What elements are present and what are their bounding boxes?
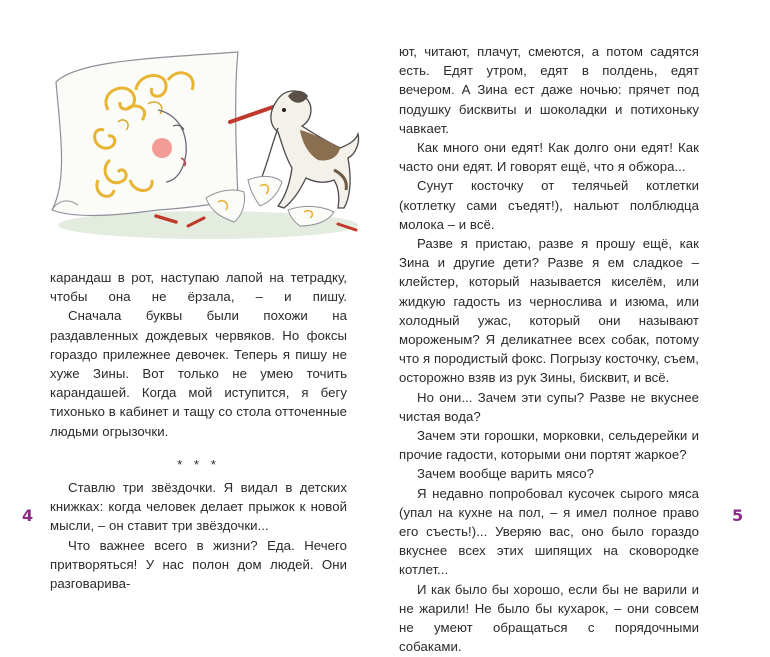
section-separator: * * * — [177, 456, 220, 472]
pencil — [230, 106, 276, 122]
paragraph: И как было бы хорошо, если бы не варили и не жарили! Не было бы кухарок, – они совсем не умеют обращаться с порядочными собаками. — [399, 581, 699, 655]
paragraph: Зачем эти горошки, морковки, сельдерейки и прочие гадости, которыми они портят жаркое? — [399, 428, 699, 463]
paragraph: Сунут косточку от телячьей котлетки (котлеткy сами съедят!), нальют полблюдца молока – и всё. — [399, 178, 699, 232]
dog-drawing-illustration — [38, 30, 368, 252]
paragraph: Как много они едят! Как долго они едят! Как часто они едят. И говорят ещё, что я обжора... — [399, 140, 699, 175]
right-page-text — [399, 42, 699, 657]
paragraph: Но они... Зачем эти супы? Разве не вкуснее чистая вода? — [399, 389, 699, 424]
right-page — [385, 0, 770, 655]
paragraph: Сначала буквы были похожи на раздавленных дождевых червяков. Но фоксы гораздо прилежнее девочек. Теперь я пишу не хуже Зины. Вот только не умею точить карандашей. Когда мой иступится, я бегу тихонько в кабинет и тащу со стола отточенные людьми огрызочки. — [50, 308, 347, 439]
paragraph: ют, читают, плачут, смеются, а потом садятся есть. Едят утром, едят в полдень, едят вечером. А Зина ест даже ночью: прячет под подушку бисквиты и шоколадки и потихоньку чавкает. — [399, 44, 699, 136]
page-number-left: 4 — [22, 506, 34, 525]
paragraph: Что важнее всего в жизни? Еда. Нечего притворяться! У нас полон дом людей. Они разговарива- — [50, 537, 347, 592]
cheek — [152, 138, 172, 158]
left-page — [0, 0, 385, 592]
page-number-right: 5 — [732, 506, 744, 525]
paragraph: Я недавно попробовал кусочек сырого мяса (упал на кухне на пол, – я имел полное право его съесть!)... Уверяю вас, оно было гораздо вкуснее всех этих шипящих на сковородке котлет... — [399, 485, 699, 578]
paragraph: Ставлю три звёздочки. Я видал в детских книжках: когда человек делает прыжок к новой мысли, – он ставит три звёздочки... — [50, 480, 347, 534]
paragraph: карандаш в рот, наступаю лапой на тетрадку, чтобы она не ёрзала, – и пишу. — [50, 270, 347, 305]
left-page-text — [50, 268, 347, 593]
paragraph: Разве я пристаю, разве я прошу ещё, как Зина и другие дети? Разве я ем сладкое – клейстер, который называется киселём, или жидкую гадость из чернослива и изюма, или холодный ужас, который они называют мороженым? Я деликатнее всех собак, потому что я породистый фокс. Погрызу косточку, съем, осторожно взяв из рук Зины, бисквит, и всё. — [399, 236, 699, 386]
paragraph: Зачем вообще варить мясо? — [417, 466, 595, 482]
